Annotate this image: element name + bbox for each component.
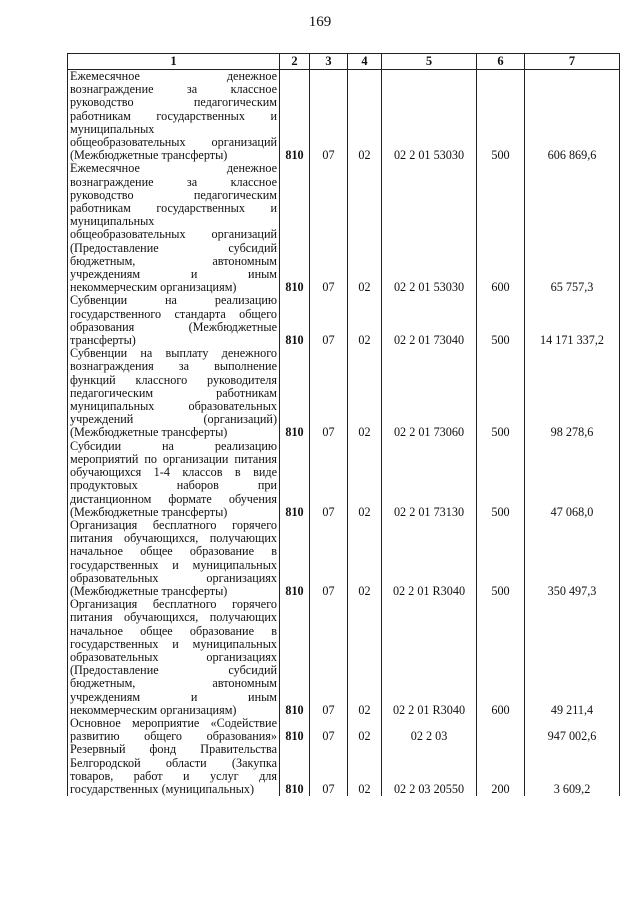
description-line: функций классного руководителя: [70, 372, 277, 387]
description-line: трансферты): [70, 333, 136, 348]
section-code: 07: [310, 70, 348, 163]
row-description: [68, 519, 280, 598]
amount-value: 350 497,3: [525, 519, 620, 598]
expense-type-code: [477, 717, 525, 743]
description-line: вознаграждения за выполнение: [70, 359, 277, 374]
description-line: Субвенции на выплату денежного: [70, 346, 277, 361]
description-line: учреждениям и иным: [70, 267, 277, 282]
description-line: общеобразовательных организаций: [70, 135, 277, 150]
section-code: 07: [310, 743, 348, 796]
column-header: 7: [525, 54, 620, 70]
description-line: (Межбюджетные трансферты): [70, 504, 228, 519]
description-line: педагогическим работникам: [70, 385, 277, 400]
section-code: 07: [310, 519, 348, 598]
description-line: государственных и муниципальных: [70, 557, 277, 572]
row-description: [68, 717, 280, 743]
target-article-code: 02 2 01 73040: [382, 294, 477, 347]
subsection-code: 02: [348, 70, 382, 163]
table-row: [68, 743, 620, 796]
expense-type-code: 600: [477, 598, 525, 717]
description-line: Ежемесячное денежное: [70, 161, 277, 176]
amount-value: 65 757,3: [525, 162, 620, 294]
table-row: [68, 70, 620, 163]
description-line: питания обучающихся, получающих: [70, 610, 277, 625]
amount-value: 47 068,0: [525, 440, 620, 519]
amount-value: 49 211,4: [525, 598, 620, 717]
admin-code: 810: [280, 347, 310, 439]
expense-type-code: 600: [477, 162, 525, 294]
row-description: [68, 294, 280, 347]
column-header: 4: [348, 54, 382, 70]
description-line: товаров, работ и услуг для: [70, 768, 277, 783]
subsection-code: 02: [348, 519, 382, 598]
target-article-code: 02 2 01 R3040: [382, 598, 477, 717]
section-code: 07: [310, 717, 348, 743]
subsection-code: 02: [348, 598, 382, 717]
subsection-code: 02: [348, 440, 382, 519]
description-line: бюджетным, автономным: [70, 676, 277, 691]
description-line: Ежемесячное денежное: [70, 69, 277, 83]
section-code: 07: [310, 440, 348, 519]
column-header: 5: [382, 54, 477, 70]
description-line: развитию общего образования»: [70, 729, 277, 744]
section-code: 07: [310, 162, 348, 294]
row-description: [68, 440, 280, 519]
page-number: 169: [308, 14, 332, 30]
target-article-code: 02 2 03 20550: [382, 743, 477, 796]
expense-type-code: 500: [477, 347, 525, 439]
expense-type-code: 500: [477, 519, 525, 598]
description-line: (Предоставление субсидий: [70, 240, 277, 255]
description-line: мероприятий по организации питания: [70, 451, 277, 466]
section-code: 07: [310, 598, 348, 717]
amount-value: 947 002,6: [525, 717, 620, 743]
column-header: 3: [310, 54, 348, 70]
description-line: Резервный фонд Правительства: [70, 742, 277, 757]
row-description: [68, 162, 280, 294]
table-row: [68, 347, 620, 439]
admin-code: 810: [280, 743, 310, 796]
table-row: [68, 440, 620, 519]
amount-value: 606 869,6: [525, 70, 620, 163]
admin-code: 810: [280, 162, 310, 294]
expense-type-code: 500: [477, 294, 525, 347]
description-line: учреждениям и иным: [70, 689, 277, 704]
column-header: 2: [280, 54, 310, 70]
subsection-code: 02: [348, 717, 382, 743]
description-line: государственного стандарта общего: [70, 306, 277, 321]
row-description: [68, 598, 280, 717]
target-article-code: 02 2 01 53030: [382, 162, 477, 294]
row-description: [68, 70, 280, 163]
description-line: общеобразовательных организаций: [70, 227, 277, 242]
description-line: продуктовых наборов при: [70, 478, 277, 493]
description-line: Белгородской области (Закупка: [70, 755, 277, 770]
description-line: руководство педагогическим: [70, 187, 277, 202]
table-row: [68, 162, 620, 294]
description-line: некоммерческим организациям): [70, 280, 237, 295]
description-line: образовательных организациях: [70, 649, 277, 664]
target-article-code: 02 2 03: [382, 717, 477, 743]
admin-code: 810: [280, 717, 310, 743]
description-line: обучающихся 1-4 классов в виде: [70, 465, 277, 480]
subsection-code: 02: [348, 162, 382, 294]
amount-value: 98 278,6: [525, 347, 620, 439]
description-line: вознаграждение за классное: [70, 82, 277, 97]
description-line: Субвенции на реализацию: [70, 293, 277, 308]
column-header: 6: [477, 54, 525, 70]
description-line: питания обучающихся, получающих: [70, 531, 277, 546]
expense-type-code: 500: [477, 70, 525, 163]
description-line: образовательных организациях: [70, 570, 277, 585]
table-row: [68, 294, 620, 347]
admin-code: 810: [280, 294, 310, 347]
target-article-code: 02 2 01 53030: [382, 70, 477, 163]
description-line: руководство педагогическим: [70, 95, 277, 110]
description-line: (Межбюджетные трансферты): [70, 148, 228, 163]
column-header: 1: [68, 54, 280, 70]
row-description: [68, 347, 280, 439]
admin-code: 810: [280, 519, 310, 598]
target-article-code: 02 2 01 73130: [382, 440, 477, 519]
subsection-code: 02: [348, 294, 382, 347]
section-code: 07: [310, 294, 348, 347]
description-line: некоммерческим организациям): [70, 702, 237, 717]
description-line: государственных (муниципальных): [70, 781, 255, 796]
expense-type-code: 500: [477, 440, 525, 519]
amount-value: 14 171 337,2: [525, 294, 620, 347]
amount-value: 3 609,2: [525, 743, 620, 796]
admin-code: 810: [280, 70, 310, 163]
description-line: Организация бесплатного горячего: [70, 517, 277, 532]
table-row: [68, 717, 620, 743]
subsection-code: 02: [348, 743, 382, 796]
admin-code: 810: [280, 598, 310, 717]
description-line: работникам государственных и: [70, 108, 277, 123]
subsection-code: 02: [348, 347, 382, 439]
description-line: Организация бесплатного горячего: [70, 597, 277, 612]
description-line: работникам государственных и: [70, 201, 277, 216]
target-article-code: 02 2 01 73060: [382, 347, 477, 439]
description-line: Основное мероприятие «Содействие: [70, 715, 277, 730]
expense-type-code: 200: [477, 743, 525, 796]
description-line: муниципальных образовательных: [70, 399, 277, 414]
admin-code: 810: [280, 440, 310, 519]
description-line: вознаграждение за классное: [70, 174, 277, 189]
description-line: государственных и муниципальных: [70, 636, 277, 651]
target-article-code: 02 2 01 R3040: [382, 519, 477, 598]
table-row: [68, 519, 620, 598]
description-line: Субсидии на реализацию: [70, 438, 277, 453]
description-line: (Предоставление субсидий: [70, 663, 277, 678]
description-line: (Межбюджетные трансферты): [70, 583, 228, 598]
description-line: муниципальных: [70, 214, 155, 229]
description-line: дистанционном формате обучения: [70, 491, 277, 506]
table-header-row: [68, 54, 620, 70]
description-line: учреждений (организаций): [70, 412, 277, 427]
table-row: [68, 598, 620, 717]
description-line: начальное общее образование в: [70, 544, 277, 559]
description-line: образования (Межбюджетные: [70, 319, 277, 334]
section-code: 07: [310, 347, 348, 439]
row-description: [68, 743, 280, 796]
description-line: бюджетным, автономным: [70, 253, 277, 268]
description-line: (Межбюджетные трансферты): [70, 425, 228, 440]
description-line: муниципальных: [70, 121, 155, 136]
budget-table: [67, 53, 620, 796]
description-line: начальное общее образование в: [70, 623, 277, 638]
